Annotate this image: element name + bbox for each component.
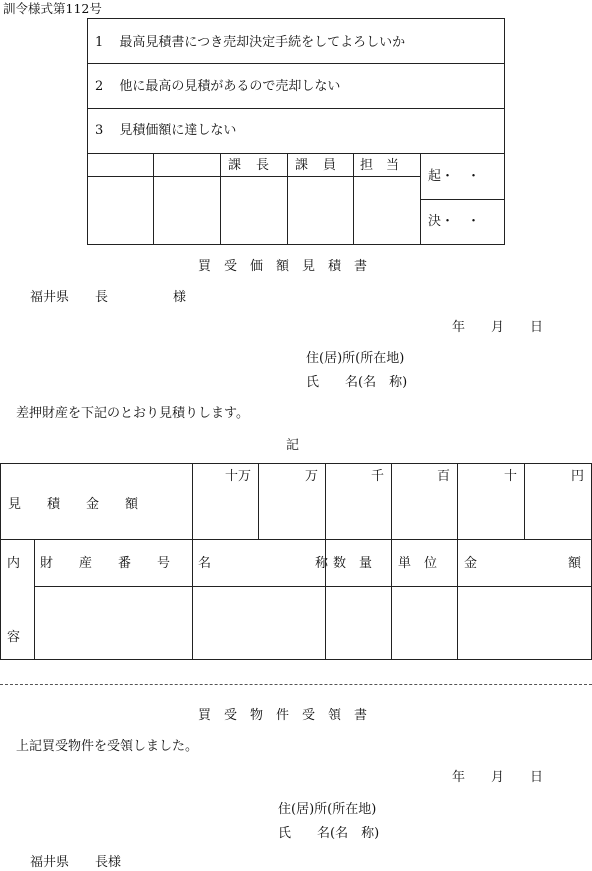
estimate-address-label: 住(居)所(所在地) [306, 351, 405, 366]
unit-en: 円 [571, 469, 585, 484]
receipt-statement: 上記買受物件を受領しました。 [16, 739, 199, 754]
cut-line [0, 684, 592, 685]
option-1-number: 1 [95, 35, 104, 50]
column-property-number: 財 産 番 号 [40, 556, 171, 571]
option-1 [95, 36, 405, 49]
content-label-bottom: 容 [7, 630, 21, 645]
receipt-title: 買 受 物 件 受 領 書 [198, 708, 368, 723]
approval-kacho-label: 課 長 [228, 158, 271, 173]
approval-tanto-label: 担 当 [360, 158, 400, 173]
option-1-text: 最高見積書につき売却決定手続をしてよろしいか [119, 35, 406, 50]
column-quantity: 数 量 [333, 556, 373, 571]
content-label-top: 内 [7, 556, 21, 571]
ki-heading: 記 [286, 438, 300, 453]
unit-ju: 十 [504, 469, 518, 484]
option-3-text: 見積価額に達しない [119, 123, 237, 138]
option-3-number: 3 [95, 123, 104, 138]
estimate-statement: 差押財産を下記のとおり見積りします。 [16, 406, 249, 421]
column-amount: 金 額 [464, 556, 582, 571]
estimate-date: 年 月 日 [452, 320, 544, 335]
option-2-text: 他に最高の見積があるので売却しない [119, 79, 341, 94]
amount-label: 見 積 金 額 [8, 497, 139, 512]
approval-kain-label: 課 員 [295, 158, 338, 173]
receipt-name-label: 氏 名(名 称) [278, 826, 380, 841]
receipt-addressee: 福井県 長様 [30, 855, 122, 870]
estimate-addressee: 福井県 長 様 [30, 290, 187, 305]
unit-hyaku: 百 [437, 469, 451, 484]
unit-man: 万 [305, 469, 319, 484]
option-3 [95, 124, 236, 137]
unit-juman: 十万 [225, 469, 252, 484]
column-unit: 単 位 [398, 556, 438, 571]
approval-ki-date: 起・ ・ [428, 169, 481, 184]
approval-ketsu-date: 決・ ・ [428, 214, 481, 229]
estimate-title: 買 受 価 額 見 積 書 [198, 259, 368, 274]
column-name: 名 称 [198, 556, 329, 571]
receipt-address-label: 住(居)所(所在地) [278, 802, 377, 817]
estimate-name-label: 氏 名(名 称) [306, 375, 408, 390]
unit-sen: 千 [371, 469, 385, 484]
option-2-number: 2 [95, 79, 104, 94]
form-number: 訓令様式第112号 [3, 1, 102, 16]
option-2 [95, 80, 340, 93]
receipt-date: 年 月 日 [452, 770, 544, 785]
